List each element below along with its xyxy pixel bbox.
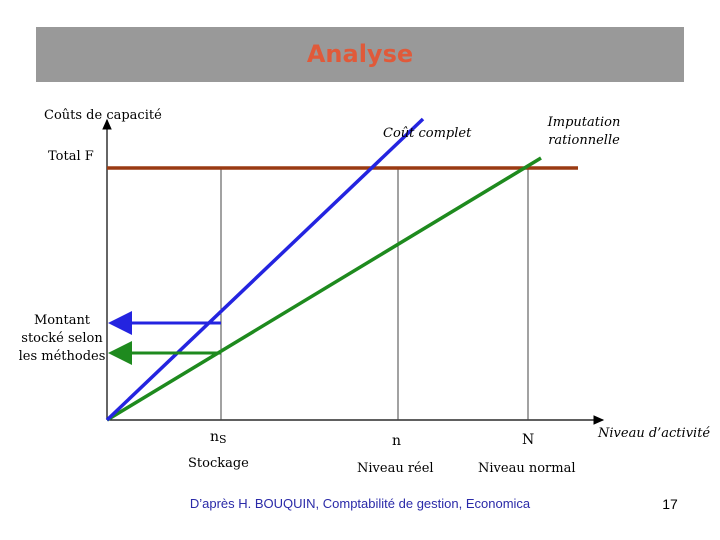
ns-subscript: S bbox=[219, 433, 227, 446]
y-axis-label: Coûts de capacité bbox=[44, 108, 162, 123]
N-symbol: N bbox=[522, 432, 535, 448]
rational-imputation-line bbox=[107, 158, 541, 420]
ns-caption: Stockage bbox=[188, 456, 249, 471]
source-citation: D’après H. BOUQUIN, Comptabilité de gestion, Economica bbox=[189, 496, 531, 511]
page-number: 17 bbox=[662, 496, 678, 512]
x-axis-label: Niveau d’activité bbox=[598, 426, 711, 441]
slide-title: Analyse bbox=[306, 40, 414, 68]
total-cost-label: Total F bbox=[48, 149, 94, 164]
complete-cost-line bbox=[107, 119, 423, 420]
n-caption: Niveau réel bbox=[357, 461, 434, 476]
n-symbol: n bbox=[392, 433, 402, 449]
N-caption: Niveau normal bbox=[478, 461, 576, 476]
complete-cost-label: Coût complet bbox=[383, 126, 472, 141]
stock-amount-label: Montant stocké selon les méthodes bbox=[18, 313, 106, 364]
rational-imputation-label: Imputation rationnelle bbox=[547, 115, 621, 148]
ns-symbol: nS bbox=[210, 429, 227, 446]
